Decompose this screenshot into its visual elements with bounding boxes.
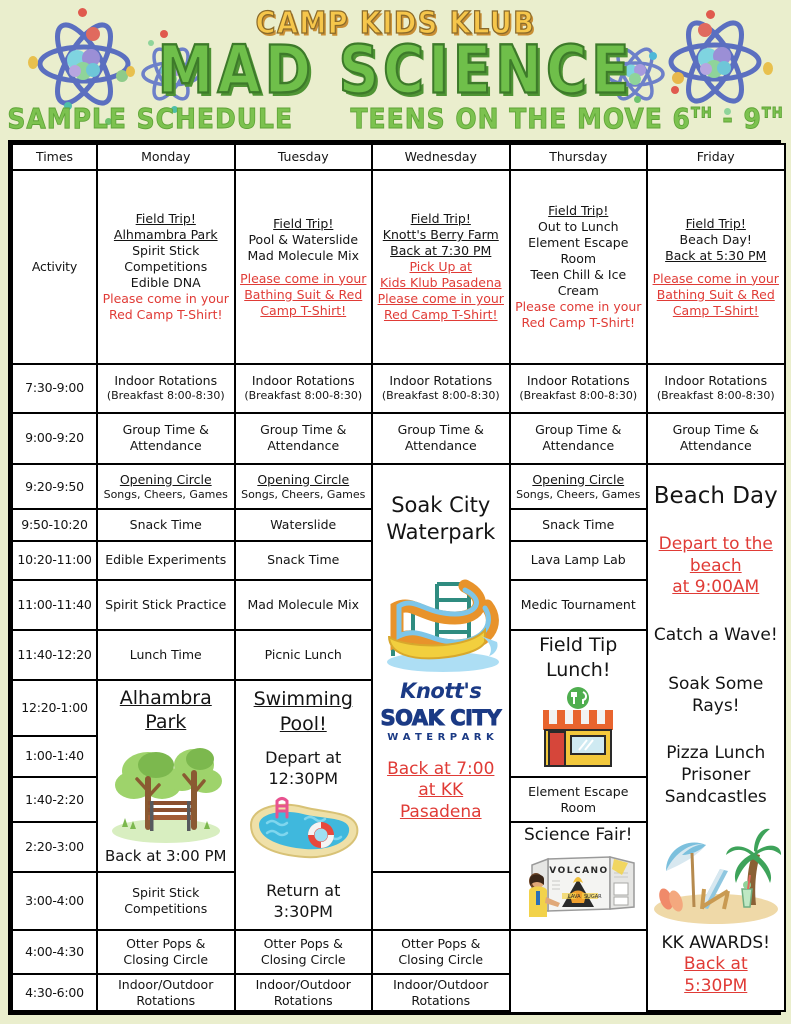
activity-note: Bathing Suit & Red: [656, 286, 775, 302]
cell-line: Closing Circle: [260, 951, 346, 967]
subtitle-sample-schedule: SAMPLE SCHEDULE: [7, 102, 294, 135]
pool-depart-time: Depart at 12:30PM: [265, 748, 342, 788]
cell-tue-400: [235, 930, 373, 975]
cell-tue-900: [235, 413, 373, 465]
friday-item: Catch a Wave!: [653, 625, 778, 646]
cell-tue-430: Indoor/Outdoor Rotations: [235, 974, 373, 1011]
activity-note: Camp T-Shirt!: [260, 302, 347, 318]
cell-mon-920: [97, 464, 235, 509]
park-back-time: Back at 3:00 PM: [105, 846, 227, 865]
field-trip-lunch-title: Field Tip Lunch!: [539, 634, 618, 681]
cell-fri-beachday: [647, 464, 785, 1011]
activity-line: Field Trip!: [685, 215, 746, 231]
pretitle: CAMP KIDS KLUB: [255, 6, 536, 41]
subtitle-dash: - 9: [712, 102, 762, 135]
cell-line: Songs, Cheers, Games: [516, 487, 641, 501]
cell-line: Opening Circle: [119, 471, 212, 487]
cell-mon-950: Snack Time: [97, 509, 235, 541]
cell-mon-430: Indoor/Outdoor Rotations: [97, 974, 235, 1011]
cell-mon-400: [97, 930, 235, 975]
activity-monday: [97, 170, 235, 363]
cell-thu-950: Snack Time: [510, 509, 648, 541]
friday-awards: KK AWARDS!: [661, 932, 770, 953]
time-label: 1:40-2:20: [12, 777, 97, 822]
cell-line: Closing Circle: [123, 951, 209, 967]
cell-line: Group Time &: [260, 422, 347, 438]
cell-tue-1100: Mad Molecule Mix: [235, 580, 373, 630]
cell-line: Indoor Rotations: [389, 373, 493, 389]
friday-item: Soak Some Rays!: [668, 673, 764, 716]
cell-thu-920: [510, 464, 648, 509]
cell-line: Otter Pops &: [263, 935, 343, 951]
time-label: 4:30-6:00: [12, 974, 97, 1011]
cell-mon-300: [97, 872, 235, 930]
time-label: 9:50-10:20: [12, 509, 97, 541]
cell-line: Otter Pops &: [401, 935, 481, 951]
time-label: 12:20-1:00: [12, 680, 97, 736]
time-label: 4:00-4:30: [12, 930, 97, 975]
park-illustration: [104, 739, 228, 843]
science-fair-title: Science Fair!: [524, 824, 633, 845]
cell-tue-920: [235, 464, 373, 509]
cell-thu-900: [510, 413, 648, 465]
activity-line: Field Trip!: [410, 211, 471, 227]
col-header-tuesday: Tuesday: [235, 144, 373, 170]
cell-thu-730: [510, 364, 648, 413]
col-header-times: Times: [12, 144, 97, 170]
table-row: [12, 364, 785, 413]
friday-depart-line: Depart to the beach: [658, 533, 773, 576]
activity-note: Please come in your: [102, 291, 229, 307]
table-row: [12, 413, 785, 465]
cell-line: (Breakfast 8:00-8:30): [106, 389, 225, 403]
soakcity-line: Waterpark: [386, 520, 496, 545]
cell-line: Group Time &: [672, 422, 759, 438]
cell-fri-900: [647, 413, 785, 465]
activity-line: Field Trip!: [135, 211, 196, 227]
cell-thu-400: [372, 930, 510, 975]
activity-note: Kids Klub Pasadena: [379, 275, 502, 291]
cell-line: Indoor Rotations: [526, 373, 630, 389]
cell-line: Opening Circle: [532, 471, 625, 487]
cell-mon-1100: Spirit Stick Practice: [97, 580, 235, 630]
friday-item: Pizza Lunch: [666, 743, 766, 764]
table-header-row: [12, 144, 785, 170]
activity-note: Pick Up at: [409, 259, 472, 275]
cell-line: Group Time &: [397, 422, 484, 438]
activity-note: Bathing Suit & Red: [244, 286, 363, 302]
fair-board-title: VOLCANO: [549, 865, 609, 876]
activity-spacer: [650, 264, 782, 271]
cell-line: Attendance: [129, 438, 202, 454]
activity-note: Camp T-Shirt!: [672, 302, 759, 318]
cell-tue-1140: Picnic Lunch: [235, 630, 373, 680]
activity-note: Please come in your: [515, 299, 642, 315]
activity-line: Field Trip!: [548, 203, 609, 219]
subtitle: [0, 102, 791, 134]
time-label: 3:00-4:00: [12, 872, 97, 930]
activity-line: Mad Molecule Mix: [247, 247, 360, 263]
time-label: 7:30-9:00: [12, 364, 97, 413]
cell-thu-1020: Lava Lamp Lab: [510, 541, 648, 581]
pool-title: Swimming Pool!: [253, 688, 353, 735]
cell-line: Otter Pops &: [126, 935, 206, 951]
time-label: 9:20-9:50: [12, 464, 97, 509]
cell-mon-1140: Lunch Time: [97, 630, 235, 680]
time-label: 11:00-11:40: [12, 580, 97, 630]
cell-line: Closing Circle: [398, 951, 484, 967]
cell-tue-swimming-pool: [235, 680, 373, 930]
table-row: [12, 464, 785, 509]
activity-row: [12, 170, 785, 363]
subtitle-teens-main: TEENS ON THE MOVE 6: [350, 102, 691, 135]
science-fair-illustration: [518, 851, 638, 923]
col-header-friday: Friday: [647, 144, 785, 170]
park-title: Alhambra Park: [119, 687, 212, 734]
cell-line: (Breakfast 8:00-8:30): [244, 389, 363, 403]
page-title: MAD SCIENCE: [157, 32, 634, 109]
time-label: 1:00-1:40: [12, 736, 97, 778]
cell-line: Attendance: [267, 438, 340, 454]
cell-line: Attendance: [679, 438, 752, 454]
activity-line: Competitions: [124, 259, 208, 275]
time-label: 9:00-9:20: [12, 413, 97, 465]
friday-depart-line: at 9:00AM: [672, 577, 760, 598]
cell-line: Songs, Cheers, Games: [241, 487, 366, 501]
cell-mon-1020: Edible Experiments: [97, 541, 235, 581]
activity-thursday: [510, 170, 648, 363]
activity-friday: [647, 170, 785, 363]
activity-label: Activity: [12, 170, 97, 363]
activity-line: Pool & Waterslide: [248, 231, 359, 247]
cell-line: Indoor Rotations: [251, 373, 355, 389]
activity-line: Field Trip!: [273, 215, 334, 231]
beach-day-title: Beach Day: [653, 483, 778, 510]
activity-note: Red Camp T-Shirt!: [108, 307, 223, 323]
cell-line: Indoor Rotations: [114, 373, 218, 389]
beach-scene-illustration: [650, 813, 782, 925]
logo-knotts: Knott's: [400, 679, 482, 704]
time-label: 11:40-12:20: [12, 630, 97, 680]
cell-fri-730: [647, 364, 785, 413]
wed-back-line: at KK Pasadena: [399, 780, 482, 823]
cell-line: Spirit Stick: [132, 884, 200, 900]
subtitle-sup-1: TH: [690, 105, 713, 123]
soakcity-line: Soak City: [391, 493, 491, 518]
activity-line: Out to Lunch: [537, 219, 619, 235]
time-label: 2:20-3:00: [12, 822, 97, 872]
logo-waterpark: W A T E R P A R K: [387, 731, 495, 743]
cell-line: (Breakfast 8:00-8:30): [381, 389, 500, 403]
cell-mon-730: [97, 364, 235, 413]
activity-spacer: [238, 264, 370, 271]
activity-line: Back at 5:30 PM: [665, 247, 767, 263]
cell-line: Attendance: [542, 438, 615, 454]
swimming-pool-illustration: [241, 793, 365, 867]
activity-note: Please come in your: [377, 291, 504, 307]
cell-thu-430: Indoor/Outdoor Rotations: [372, 974, 510, 1011]
cell-tue-1020: Snack Time: [235, 541, 373, 581]
cell-thu-140: Element Escape Room: [510, 777, 648, 822]
friday-item: Prisoner: [681, 765, 751, 786]
cell-line: (Breakfast 8:00-8:30): [519, 389, 638, 403]
schedule-table: [11, 143, 786, 1012]
time-label: 10:20-11:00: [12, 541, 97, 581]
activity-line: Teen Chill & Ice: [530, 267, 627, 283]
cell-line: Group Time &: [535, 422, 622, 438]
activity-line: Spirit Stick: [132, 243, 200, 259]
activity-wednesday: [372, 170, 510, 363]
cell-line: (Breakfast 8:00-8:30): [656, 389, 775, 403]
activity-line: Edible DNA: [130, 275, 201, 291]
activity-line: Knott's Berry Farm: [382, 227, 499, 243]
subtitle-sup-2: TH: [761, 105, 784, 123]
cell-tue-950: Waterslide: [235, 509, 373, 541]
cell-mon-900: [97, 413, 235, 465]
cell-wed-900: [372, 413, 510, 465]
activity-line: Element Escape Room: [528, 235, 629, 267]
cell-thu-fieldtiplunch: [510, 630, 648, 777]
knotts-soak-city-logo: [375, 678, 507, 745]
activity-line: Cream: [557, 283, 599, 299]
col-header-thursday: Thursday: [510, 144, 648, 170]
fair-label-sugar: SUGAR: [584, 893, 602, 900]
col-header-monday: Monday: [97, 144, 235, 170]
cell-wed-soakcity: [372, 464, 510, 872]
activity-line: Beach Day!: [679, 231, 752, 247]
activity-note: Please come in your: [652, 270, 779, 286]
col-header-wednesday: Wednesday: [372, 144, 510, 170]
schedule-table-container: [8, 140, 781, 1015]
pool-return-time: Return at 3:30PM: [266, 881, 341, 921]
page-header: [0, 0, 791, 138]
restaurant-illustration: [529, 686, 627, 770]
cell-line: Competitions: [124, 900, 208, 916]
activity-tuesday: [235, 170, 373, 363]
cell-line: Attendance: [404, 438, 477, 454]
logo-soak-city: SOAK CITY: [380, 706, 501, 730]
activity-line: Back at 7:30 PM: [390, 243, 492, 259]
activity-note: Red Camp T-Shirt!: [521, 315, 636, 331]
cell-line: Indoor Rotations: [664, 373, 768, 389]
friday-item: Sandcastles: [664, 786, 767, 807]
activity-line: Alhmambra Park: [113, 227, 218, 243]
cell-mon-alhambra-park: [97, 680, 235, 872]
cell-line: Opening Circle: [257, 471, 350, 487]
fair-label-lava: LAVA: [568, 893, 581, 900]
friday-back: Back at 5:30PM: [683, 954, 748, 997]
cell-line: Songs, Cheers, Games: [103, 487, 228, 501]
activity-note: Red Camp T-Shirt!: [383, 307, 498, 323]
cell-line: Group Time &: [122, 422, 209, 438]
cell-thu-1100: Medic Tournament: [510, 580, 648, 630]
cell-tue-730: [235, 364, 373, 413]
cell-wed-730: [372, 364, 510, 413]
wed-back-line: Back at 7:00: [387, 758, 495, 779]
cell-thu-science-fair: [510, 822, 648, 930]
activity-note: Please come in your: [240, 270, 367, 286]
waterslide-illustration: [377, 550, 505, 674]
